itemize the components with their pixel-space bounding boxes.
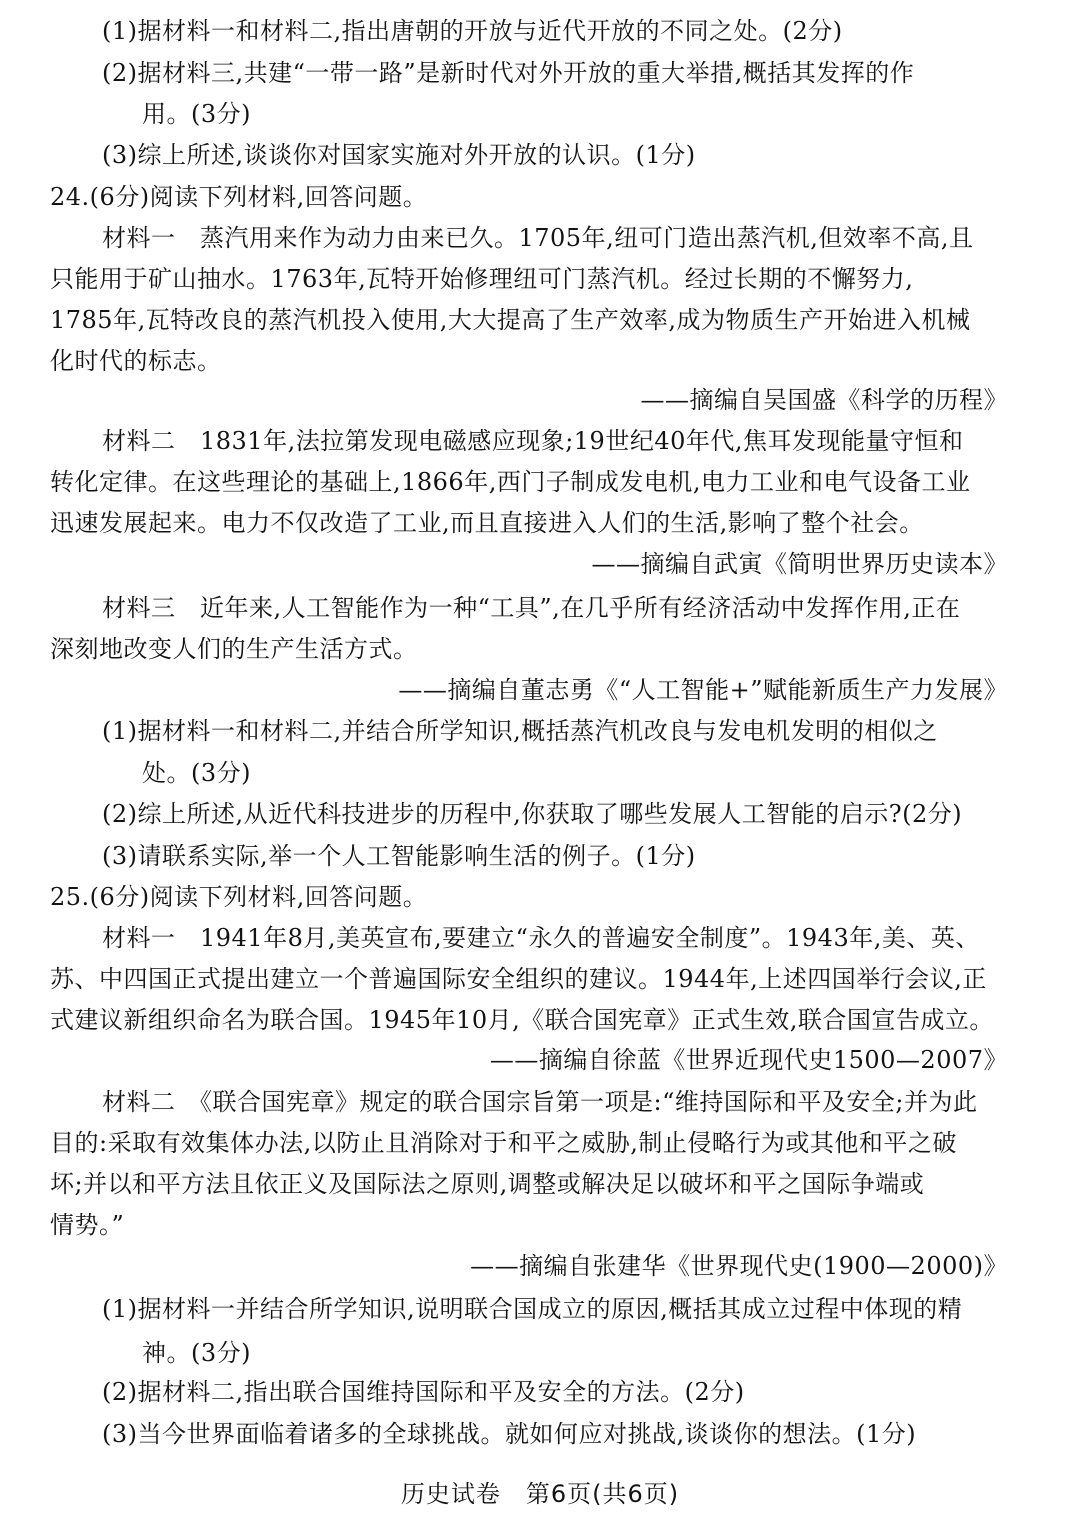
page-footer: 历史试卷 第6页(共6页)	[400, 1480, 680, 1508]
q25-material1-line: 式建议新组织命名为联合国。1945年10月,《联合国宪章》正式生效,联合国宣告成立。	[50, 1006, 994, 1034]
q25-material2-line: 目的:采取有效集体办法,以防止且消除对于和平之威胁,制止侵略行为或其他和平之破	[50, 1129, 957, 1157]
q25-sub1-line2: 神。(3分)	[142, 1339, 251, 1367]
q24-material2-line: 材料二 1831年,法拉第发现电磁感应现象;19世纪40年代,焦耳发现能量守恒和	[102, 427, 964, 455]
q25-material2-line: 情势。”	[50, 1211, 125, 1239]
q24-material3-source: ——摘编自董志勇《“人工智能+”赋能新质生产力发展》	[398, 676, 1008, 704]
q24-sub3: (3)请联系实际,举一个人工智能影响生活的例子。(1分)	[102, 842, 696, 870]
q24-material1-source: ——摘编自吴国盛《科学的历程》	[640, 386, 1008, 414]
q24-material2-line: 转化定律。在这些理论的基础上,1866年,西门子制成发电机,电力工业和电气设备工业	[50, 468, 971, 496]
q24-material1-line: 只能用于矿山抽水。1763年,瓦特开始修理纽可门蒸汽机。经过长期的不懈努力,	[50, 265, 914, 293]
q23-sub2-line2: 用。(3分)	[142, 100, 251, 128]
q24-material2-source: ——摘编自武寅《简明世界历史读本》	[591, 550, 1008, 578]
q25-material2-line: 坏;并以和平方法且依正义及国际法之原则,调整或解决足以破坏和平之国际争端或	[50, 1170, 925, 1198]
q23-sub2-line1: (2)据材料三,共建“一带一路”是新时代对外开放的重大举措,概括其发挥的作	[102, 59, 915, 87]
q24-sub1-line1: (1)据材料一和材料二,并结合所学知识,概括蒸汽机改良与发电机发明的相似之	[102, 717, 938, 745]
q25-sub2: (2)据材料二,指出联合国维持国际和平及安全的方法。(2分)	[102, 1378, 745, 1406]
q25-sub1-line1: (1)据材料一并结合所学知识,说明联合国成立的原因,概括其成立过程中体现的精	[102, 1295, 963, 1323]
q23-sub3: (3)综上所述,谈谈你对国家实施对外开放的认识。(1分)	[102, 141, 696, 169]
q24-sub2: (2)综上所述,从近代科技进步的历程中,你获取了哪些发展人工智能的启示?(2分)	[102, 800, 963, 828]
q23-sub1: (1)据材料一和材料二,指出唐朝的开放与近代开放的不同之处。(2分)	[102, 17, 843, 45]
q25-sub3: (3)当今世界面临着诸多的全球挑战。就如何应对挑战,谈谈你的想法。(1分)	[102, 1420, 917, 1448]
q24-material3-line: 深刻地改变人们的生产生活方式。	[50, 635, 418, 663]
q25-material1-line: 苏、中四国正式提出建立一个普遍国际安全组织的建议。1944年,上述四国举行会议,正	[50, 965, 987, 993]
q24-material3-line: 材料三 近年来,人工智能作为一种“工具”,在几乎所有经济活动中发挥作用,正在	[102, 594, 961, 622]
q25-material2-line: 材料二 《联合国宪章》规定的联合国宗旨第一项是:“维持国际和平及安全;并为此	[102, 1088, 978, 1116]
q24-material2-line: 迅速发展起来。电力不仅改造了工业,而且直接进入人们的生活,影响了整个社会。	[50, 509, 924, 537]
q24-material1-line: 材料一 蒸汽用来作为动力由来已久。1705年,纽可门造出蒸汽机,但效率不高,且	[102, 224, 974, 252]
q24-material1-line: 1785年,瓦特改良的蒸汽机投入使用,大大提高了生产效率,成为物质生产开始进入机械	[50, 306, 971, 334]
q25-material1-source: ——摘编自徐蓝《世界近现代史1500—2007》	[489, 1046, 1008, 1074]
q25-heading: 25.(6分)阅读下列材料,回答问题。	[50, 883, 428, 911]
q25-material2-source: ——摘编自张建华《世界现代史(1900—2000)》	[470, 1252, 1008, 1280]
q24-sub1-line2: 处。(3分)	[142, 759, 251, 787]
q25-material1-line: 材料一 1941年8月,美英宣布,要建立“永久的普遍安全制度”。1943年,美、英、	[102, 924, 980, 952]
q24-material1-line: 化时代的标志。	[50, 347, 222, 375]
q24-heading: 24.(6分)阅读下列材料,回答问题。	[50, 183, 428, 211]
